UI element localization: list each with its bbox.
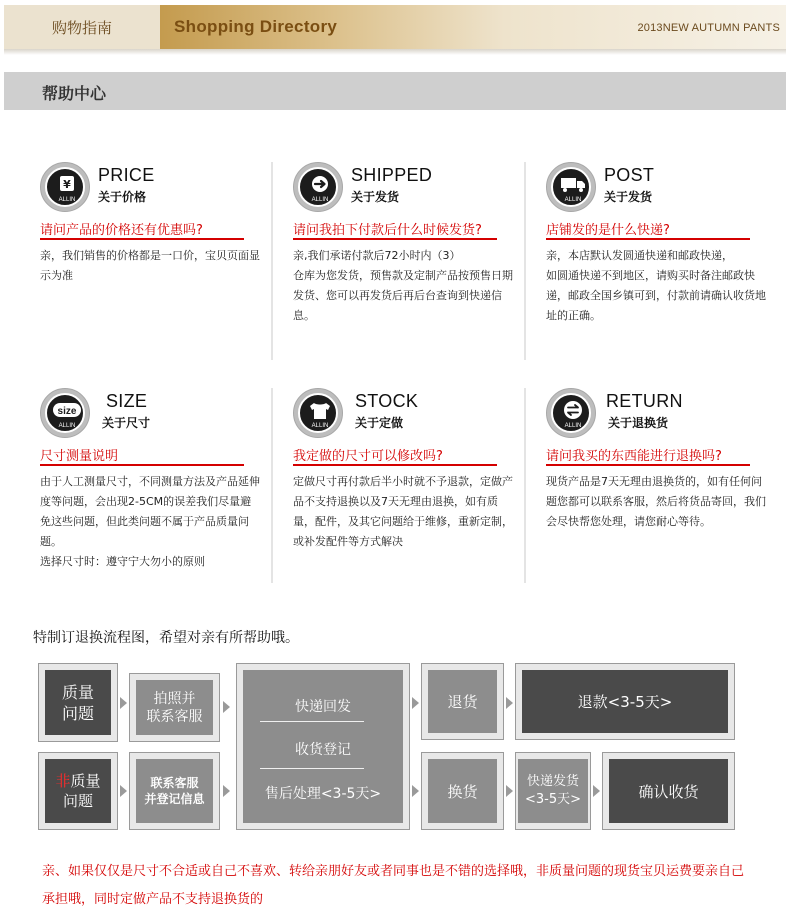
flow-contact-register-line2: 并登记信息 [144, 792, 205, 806]
flow-arrow [120, 785, 127, 797]
column-divider [271, 388, 273, 583]
flow-express-ship-line1: 快递发货 [526, 774, 579, 789]
flow-confirm-receipt [602, 752, 735, 830]
banner-cn-label: 购物指南 [4, 5, 160, 49]
flow-return-goods-label: 退货 [447, 693, 478, 711]
flow-non-quality-line2: 问题 [62, 792, 93, 810]
question-underline [40, 464, 244, 466]
card-question: 尺寸测量说明 [40, 449, 119, 464]
flow-arrow [506, 697, 513, 709]
truck-icon [553, 169, 591, 207]
flow-quality-line1: 质量 [61, 682, 94, 702]
card-title: SHIPPED [351, 165, 433, 185]
answer-paragraph: 定做尺寸再付款后半小时就不予退款，定做产品不支持退换以及7天无理由退换，如有质量，配件，及其它问题给于维修，重新定制，或补发配件等方式解决 [293, 475, 513, 548]
flow-refund [515, 663, 735, 740]
column-divider [271, 162, 273, 360]
flow-quality-issue [38, 663, 118, 742]
return-icon-badge [546, 388, 596, 438]
flow-arrow [593, 785, 600, 797]
flow-arrow [223, 701, 230, 713]
banner-shadow [4, 49, 786, 55]
flow-arrow [412, 697, 419, 709]
flow-contact-register [129, 752, 220, 830]
shipped-icon-badge [293, 162, 343, 212]
tshirt-icon [300, 395, 338, 433]
flow-center-underline [260, 721, 364, 722]
badge-text: ALLIN [311, 197, 329, 203]
card-subtitle: 关于尺寸 [102, 416, 151, 430]
size-icon [47, 395, 85, 433]
flow-photo-contact-line2: 联系客服 [146, 708, 203, 725]
card-question: 请问产品的价格还有优惠吗? [40, 223, 203, 238]
card-question: 我定做的尺寸可以修改吗? [293, 449, 443, 464]
card-subtitle: 关于发货 [604, 190, 653, 204]
exchange-icon [553, 395, 591, 433]
flow-non-quality-rest: 质量 [70, 772, 101, 790]
arrow-right-icon [300, 169, 338, 207]
answer-paragraph: 现货产品是7天无理由退换货的，如有任何问题您都可以联系客服，然后将货品寄回，我们会尽快帮您处理，请您耐心等待。 [546, 475, 766, 528]
question-underline [293, 238, 497, 240]
card-title: POST [604, 165, 655, 185]
flow-refund-label: 退款<3-5天> [577, 693, 673, 711]
flow-center-underline [260, 768, 364, 769]
flow-quality-line2: 问题 [61, 703, 94, 723]
badge-text: ALLIN [58, 423, 76, 429]
flow-non-red: 非 [55, 772, 71, 790]
flow-express-ship-line2: <3-5天> [524, 792, 582, 807]
banner-en-title: Shopping Directory [174, 17, 338, 36]
card-title: RETURN [606, 391, 683, 411]
card-answer [40, 246, 266, 286]
flow-after-sales-process: 售后处理<3-5天> [264, 786, 382, 803]
card-answer [40, 472, 262, 572]
card-answer [293, 472, 515, 552]
flow-arrow [506, 785, 513, 797]
answer-paragraph: 仓库为您发货，预售款及定制产品按预售日期发货、您可以再发货后再后台查询到快递信息。 [293, 269, 513, 322]
flow-receipt-register: 收货登记 [295, 742, 351, 759]
answer-paragraph: 亲，我们销售的价格都是一口价，宝贝页面显示为准 [40, 249, 260, 282]
card-title: SIZE [106, 391, 148, 411]
question-underline [293, 464, 497, 466]
card-answer [546, 246, 768, 326]
question-underline [546, 464, 750, 466]
help-center-title: 帮助中心 [42, 84, 107, 103]
flow-exchange-goods-label: 换货 [447, 782, 478, 801]
card-question: 店铺发的是什么快递? [546, 223, 670, 238]
column-divider [524, 388, 526, 583]
post-icon-badge [546, 162, 596, 212]
column-divider [524, 162, 526, 360]
help-center-bar [4, 72, 786, 110]
badge-text: ALLIN [58, 197, 76, 203]
question-underline [546, 238, 750, 240]
question-underline [40, 238, 244, 240]
banner-en-section [160, 5, 786, 49]
answer-paragraph: 如圆通快递不到地区，请购买时备注邮政快递，邮政全国乡镇可到，付款前请确认收货地址的正确。 [546, 269, 766, 322]
badge-text: ALLIN [564, 423, 582, 429]
answer-paragraph: 亲,我们承诺付款后72小时内（3） [293, 249, 461, 262]
banner-en-subtitle: 2013NEW AUTUMN PANTS [637, 22, 780, 34]
answer-paragraph: 亲，本店默认发圆通快递和邮政快递， [546, 249, 733, 262]
flow-photo-contact-line1: 拍照并 [153, 690, 196, 707]
flow-express-return: 快递回发 [295, 698, 351, 715]
size-icon-badge [40, 388, 90, 438]
card-question: 请问我拍下付款后什么时候发货? [293, 223, 482, 238]
card-question: 请问我买的东西能进行退换吗? [546, 449, 722, 464]
price-icon-badge [40, 162, 90, 212]
svg-text:¥: ¥ [63, 178, 71, 191]
card-subtitle: 关于价格 [98, 190, 147, 204]
card-subtitle: 关于定做 [355, 416, 404, 430]
flow-arrow [223, 785, 230, 797]
flow-after-sales-center [236, 663, 410, 830]
stock-icon-badge [293, 388, 343, 438]
top-banner [4, 5, 786, 49]
flow-return-goods [421, 663, 504, 740]
badge-text: ALLIN [311, 423, 329, 429]
flow-non-quality-issue [38, 752, 118, 830]
card-title: STOCK [355, 391, 419, 411]
card-title: PRICE [98, 165, 155, 185]
badge-text: ALLIN [564, 197, 582, 203]
flow-intro-text: 特制订退换流程图，希望对亲有所帮助哦。 [33, 630, 299, 646]
answer-paragraph: 由于人工测量尺寸，不同测量方法及产品延伸度等问题，会出现2-5CM的误差我们尽量避免这些问题，但此类问题不属于产品质量问题。 [40, 475, 260, 548]
answer-paragraph: 选择尺寸时：遵守宁大勿小的原则 [40, 555, 205, 568]
card-subtitle: 关于发货 [351, 190, 400, 204]
flow-arrow [120, 697, 127, 709]
flow-contact-register-line1: 联系客服 [150, 776, 199, 790]
flow-photo-contact [129, 673, 220, 742]
yen-tag-icon [47, 169, 85, 207]
svg-text:size: size [57, 406, 77, 417]
card-answer [293, 246, 515, 326]
card-answer [546, 472, 768, 532]
flow-confirm-receipt-label: 确认收货 [638, 782, 699, 801]
card-subtitle: 关于退换货 [608, 416, 669, 430]
flow-arrow [412, 785, 419, 797]
flow-exchange-goods [421, 752, 504, 830]
footer-note: 亲、如果仅仅是尺寸不合适或自己不喜欢、转给亲朋好友或者同事也是不错的选择哦，非质量问题的现货宝贝运费要亲自己承担哦，同时定做产品不支持退换货的 [42, 864, 745, 907]
flow-express-ship [515, 752, 591, 830]
